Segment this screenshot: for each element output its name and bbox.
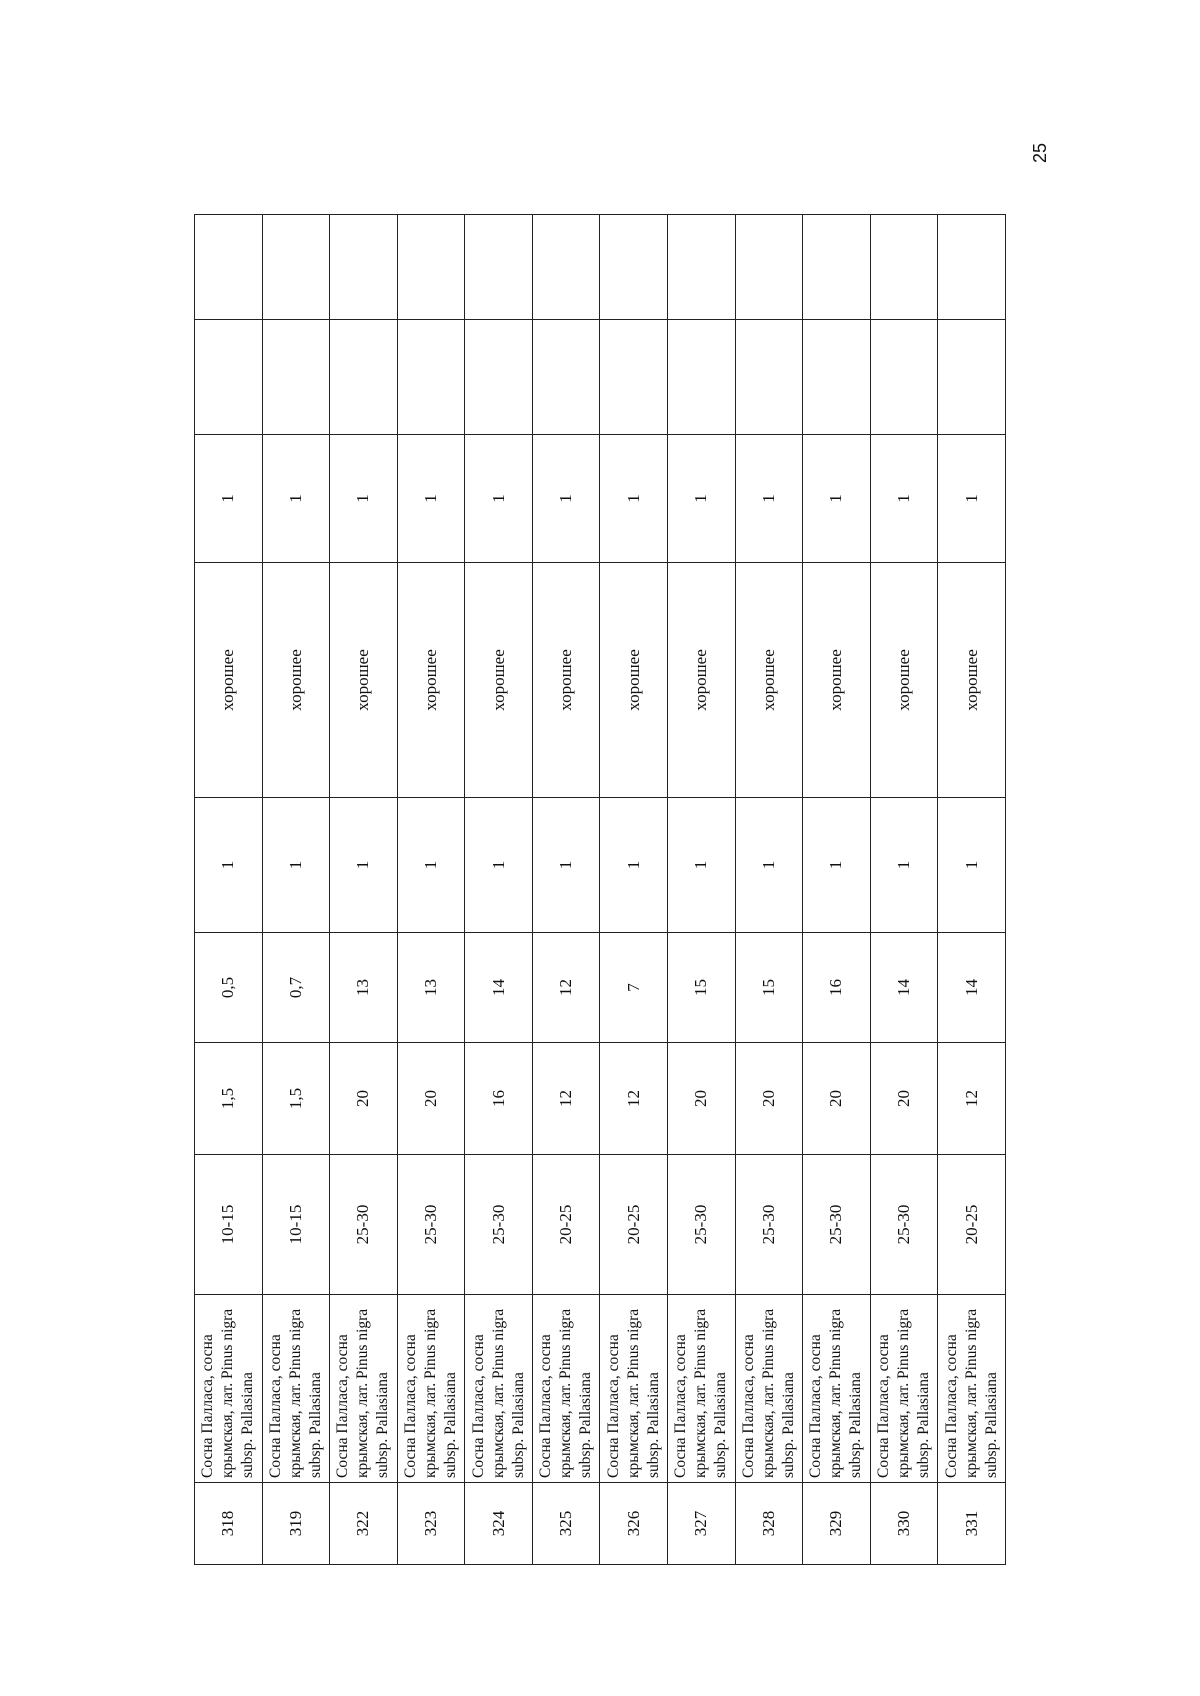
empty-cell <box>262 320 330 435</box>
species-name-cell: Сосна Палласа, сосна крымская, лат. Pinus nigra subsp. Pallasiana <box>195 1295 263 1483</box>
species-name-cell: Сосна Палласа, сосна крымская, лат. Pinus nigra subsp. Pallasiana <box>330 1295 398 1483</box>
table-row <box>397 215 465 1565</box>
category-cell: 1 <box>397 435 465 563</box>
height-cell: 20 <box>735 1043 803 1155</box>
height-cell: 1,5 <box>262 1043 330 1155</box>
age-cell: 25-30 <box>870 1155 938 1295</box>
diameter-cell: 12 <box>532 933 600 1043</box>
category-cell: 1 <box>330 435 398 563</box>
table-row <box>465 215 533 1565</box>
count-cell: 1 <box>668 798 736 933</box>
height-cell: 20 <box>397 1043 465 1155</box>
diameter-cell: 13 <box>397 933 465 1043</box>
empty-cell <box>532 215 600 320</box>
empty-cell <box>668 320 736 435</box>
condition-cell: хорошее <box>870 563 938 798</box>
count-cell: 1 <box>600 798 668 933</box>
height-cell: 20 <box>330 1043 398 1155</box>
page-number: 25 <box>1030 142 1050 164</box>
species-name-cell: Сосна Палласа, сосна крымская, лат. Pinus nigra subsp. Pallasiana <box>938 1295 1006 1483</box>
empty-cell <box>397 320 465 435</box>
condition-cell: хорошее <box>397 563 465 798</box>
category-cell: 1 <box>803 435 871 563</box>
empty-cell <box>600 320 668 435</box>
diameter-cell: 7 <box>600 933 668 1043</box>
empty-cell <box>532 320 600 435</box>
count-cell: 1 <box>262 798 330 933</box>
empty-cell <box>262 215 330 320</box>
tree-id-cell: 331 <box>938 1483 1006 1565</box>
category-cell: 1 <box>668 435 736 563</box>
empty-cell <box>600 215 668 320</box>
category-cell: 1 <box>870 435 938 563</box>
empty-cell <box>330 320 398 435</box>
species-name-cell: Сосна Палласа, сосна крымская, лат. Pinus nigra subsp. Pallasiana <box>262 1295 330 1483</box>
species-name-cell: Сосна Палласа, сосна крымская, лат. Pinus nigra subsp. Pallasiana <box>668 1295 736 1483</box>
condition-cell: хорошее <box>600 563 668 798</box>
category-cell: 1 <box>262 435 330 563</box>
height-cell: 16 <box>465 1043 533 1155</box>
category-cell: 1 <box>735 435 803 563</box>
empty-cell <box>195 320 263 435</box>
tree-id-cell: 323 <box>397 1483 465 1565</box>
species-name-cell: Сосна Палласа, сосна крымская, лат. Pinus nigra subsp. Pallasiana <box>600 1295 668 1483</box>
category-cell: 1 <box>195 435 263 563</box>
empty-cell <box>735 320 803 435</box>
condition-cell: хорошее <box>465 563 533 798</box>
diameter-cell: 16 <box>803 933 871 1043</box>
count-cell: 1 <box>465 798 533 933</box>
diameter-cell: 0,7 <box>262 933 330 1043</box>
condition-cell: хорошее <box>938 563 1006 798</box>
count-cell: 1 <box>803 798 871 933</box>
height-cell: 20 <box>668 1043 736 1155</box>
diameter-cell: 15 <box>668 933 736 1043</box>
empty-cell <box>195 215 263 320</box>
empty-cell <box>870 215 938 320</box>
age-cell: 25-30 <box>735 1155 803 1295</box>
table-row <box>195 215 263 1565</box>
table-row <box>668 215 736 1565</box>
count-cell: 1 <box>397 798 465 933</box>
count-cell: 1 <box>870 798 938 933</box>
age-cell: 25-30 <box>465 1155 533 1295</box>
table-row <box>938 215 1006 1565</box>
empty-cell <box>938 215 1006 320</box>
count-cell: 1 <box>735 798 803 933</box>
table-row <box>600 215 668 1565</box>
height-cell: 20 <box>870 1043 938 1155</box>
tree-id-cell: 327 <box>668 1483 736 1565</box>
species-name-cell: Сосна Палласа, сосна крымская, лат. Pinus nigra subsp. Pallasiana <box>532 1295 600 1483</box>
count-cell: 1 <box>195 798 263 933</box>
empty-cell <box>330 215 398 320</box>
table-row <box>735 215 803 1565</box>
age-cell: 25-30 <box>668 1155 736 1295</box>
empty-cell <box>465 320 533 435</box>
table-row <box>803 215 871 1565</box>
height-cell: 12 <box>532 1043 600 1155</box>
count-cell: 1 <box>532 798 600 933</box>
height-cell: 12 <box>600 1043 668 1155</box>
diameter-cell: 13 <box>330 933 398 1043</box>
empty-cell <box>465 215 533 320</box>
category-cell: 1 <box>600 435 668 563</box>
tree-inventory-table-container <box>194 215 1006 1565</box>
species-name-cell: Сосна Палласа, сосна крымская, лат. Pinus nigra subsp. Pallasiana <box>870 1295 938 1483</box>
diameter-cell: 15 <box>735 933 803 1043</box>
age-cell: 20-25 <box>600 1155 668 1295</box>
count-cell: 1 <box>938 798 1006 933</box>
condition-cell: хорошее <box>803 563 871 798</box>
empty-cell <box>668 215 736 320</box>
age-cell: 25-30 <box>397 1155 465 1295</box>
species-name-cell: Сосна Палласа, сосна крымская, лат. Pinus nigra subsp. Pallasiana <box>465 1295 533 1483</box>
tree-id-cell: 319 <box>262 1483 330 1565</box>
count-cell: 1 <box>330 798 398 933</box>
diameter-cell: 0,5 <box>195 933 263 1043</box>
diameter-cell: 14 <box>465 933 533 1043</box>
height-cell: 1,5 <box>195 1043 263 1155</box>
species-name-cell: Сосна Палласа, сосна крымская, лат. Pinus nigra subsp. Pallasiana <box>397 1295 465 1483</box>
condition-cell: хорошее <box>262 563 330 798</box>
age-cell: 10-15 <box>195 1155 263 1295</box>
tree-id-cell: 318 <box>195 1483 263 1565</box>
tree-id-cell: 328 <box>735 1483 803 1565</box>
tree-id-cell: 324 <box>465 1483 533 1565</box>
table-row <box>870 215 938 1565</box>
diameter-cell: 14 <box>870 933 938 1043</box>
empty-cell <box>397 215 465 320</box>
height-cell: 12 <box>938 1043 1006 1155</box>
category-cell: 1 <box>532 435 600 563</box>
empty-cell <box>803 320 871 435</box>
category-cell: 1 <box>938 435 1006 563</box>
age-cell: 20-25 <box>938 1155 1006 1295</box>
tree-id-cell: 329 <box>803 1483 871 1565</box>
empty-cell <box>870 320 938 435</box>
tree-id-cell: 322 <box>330 1483 398 1565</box>
tree-id-cell: 326 <box>600 1483 668 1565</box>
species-name-cell: Сосна Палласа, сосна крымская, лат. Pinus nigra subsp. Pallasiana <box>735 1295 803 1483</box>
condition-cell: хорошее <box>668 563 736 798</box>
condition-cell: хорошее <box>330 563 398 798</box>
table-row <box>262 215 330 1565</box>
empty-cell <box>735 215 803 320</box>
age-cell: 25-30 <box>330 1155 398 1295</box>
species-name-cell: Сосна Палласа, сосна крымская, лат. Pinus nigra subsp. Pallasiana <box>803 1295 871 1483</box>
category-cell: 1 <box>465 435 533 563</box>
age-cell: 20-25 <box>532 1155 600 1295</box>
condition-cell: хорошее <box>195 563 263 798</box>
tree-id-cell: 330 <box>870 1483 938 1565</box>
condition-cell: хорошее <box>532 563 600 798</box>
age-cell: 25-30 <box>803 1155 871 1295</box>
table-body <box>195 215 1006 1565</box>
table-row <box>532 215 600 1565</box>
empty-cell <box>803 215 871 320</box>
age-cell: 10-15 <box>262 1155 330 1295</box>
diameter-cell: 14 <box>938 933 1006 1043</box>
height-cell: 20 <box>803 1043 871 1155</box>
tree-inventory-table <box>194 214 1006 1565</box>
empty-cell <box>938 320 1006 435</box>
tree-id-cell: 325 <box>532 1483 600 1565</box>
condition-cell: хорошее <box>735 563 803 798</box>
table-row <box>330 215 398 1565</box>
